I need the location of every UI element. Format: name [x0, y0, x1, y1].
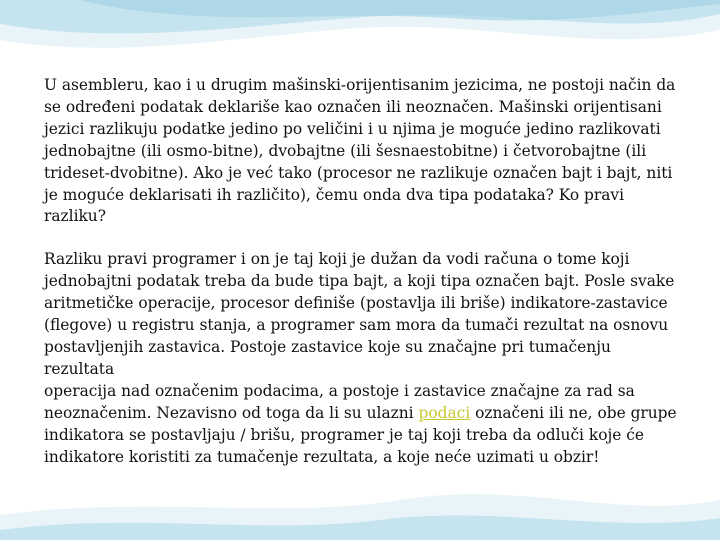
podaci-link[interactable]: podaci — [418, 403, 471, 422]
paragraph-2-text-after: označeni ili ne, obe grupe indikatora se postavljaju / brišu, programer je taj koji treba da odluči koje će indikatore koristiti za tumačenje rezultata, a koje neće uzimati u obzir! — [44, 403, 677, 466]
paragraph-1: U asembleru, kao i u drugim mašinski-orijentisanim jezicima, ne postoji način da se određeni podatak deklariše kao označen ili neoznačen. Mašinski orijentisani jezici razlikuju podatke jedino po veličini i u njima je moguće jedino razlikovati jednobajtne (ili osmo-bitne), dvobajtne (ili šesnaestobitne) i četvorobajtne (ili trideset-dvobitne). Ako je već tako (procesor ne razlikuje označen bajt i bajt, niti je moguće deklarisati ih različito), čemu onda dva tipa podataka? Ko pravi razliku? — [44, 76, 676, 226]
bottom-wave-decoration — [0, 494, 720, 540]
top-wave-decoration — [0, 0, 720, 48]
paragraph-2 — [44, 249, 684, 468]
paragraph-2-text-before: Razliku pravi programer i on je taj koji je dužan da vodi računa o tome koji jednobajtni podatak treba da bude tipa bajt, a koji tipa označen bajt. Posle svake aritmetičke operacije, procesor definiše (postavlja ili briše) indikatore-zastavice (flegove) u registru stanja, a programer sam mora da tumači rezultat na osnovu postavljenjih zastavica. Postoje zastavice koje su značajne pri tumačenju rezultata operacija nad označenim podacima, a postoje i zastavice značajne za rad sa neoznačenim. Nezavisno od toga da li su ulazni — [44, 250, 675, 422]
text-content — [44, 75, 684, 468]
